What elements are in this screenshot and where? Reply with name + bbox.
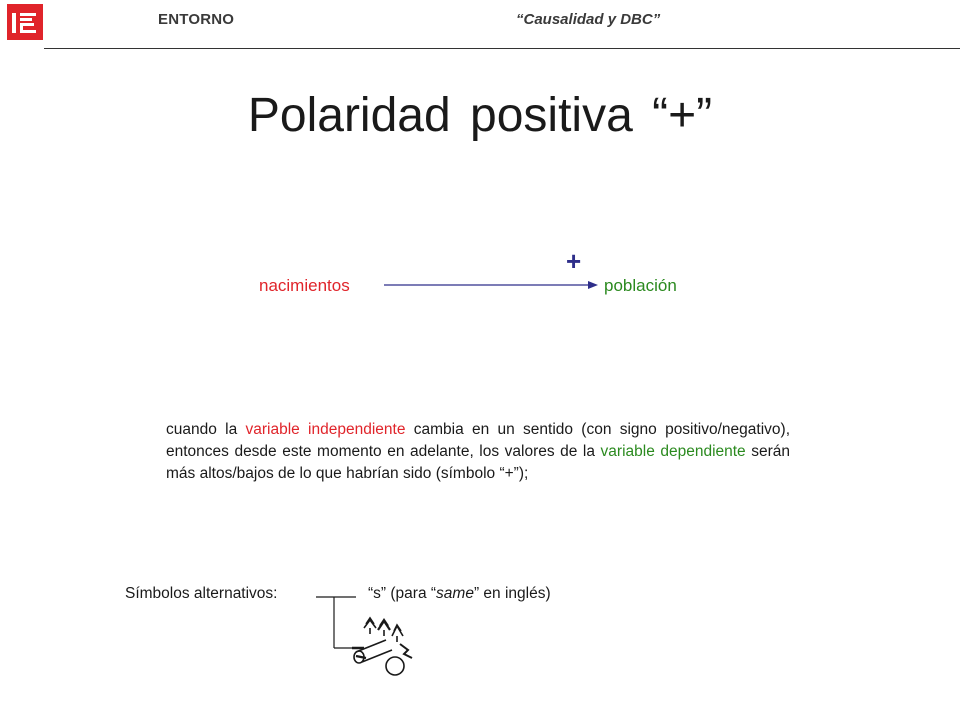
header-divider [44, 48, 960, 49]
target-variable: población [604, 276, 677, 295]
logo-icon [7, 4, 43, 40]
alt-s-close: ” en inglés) [473, 585, 551, 602]
alternative-symbol-doodle-icon [352, 618, 412, 675]
header-topic: “Causalidad y DBC” [516, 11, 661, 28]
definition-part-3: serán más altos/bajos de lo que habrían sido (símbolo “+”); [166, 443, 790, 482]
dependent-variable-term: variable dependiente [600, 443, 746, 460]
source-variable: nacimientos [259, 276, 350, 295]
causal-arrow [384, 277, 598, 293]
header-section: ENTORNO [158, 11, 235, 28]
alt-s-word: same [436, 585, 474, 602]
definition-part-1: cuando la [166, 421, 246, 438]
independent-variable-term: variable independiente [245, 421, 406, 438]
slide-title: Polaridad positiva “+” [247, 89, 713, 142]
polarity-sign: + [566, 246, 582, 276]
definition-part-2: cambia en un sentido (con signo positivo/negativo), entonces desde este momento en adelante, los valores de la [166, 421, 791, 460]
alternatives-label: Símbolos alternativos: [125, 585, 278, 602]
definition-text [166, 419, 790, 485]
alt-s-open: “s” (para “ [368, 585, 437, 602]
alternative-s-symbol [368, 585, 551, 603]
alternatives-connector [316, 588, 420, 688]
